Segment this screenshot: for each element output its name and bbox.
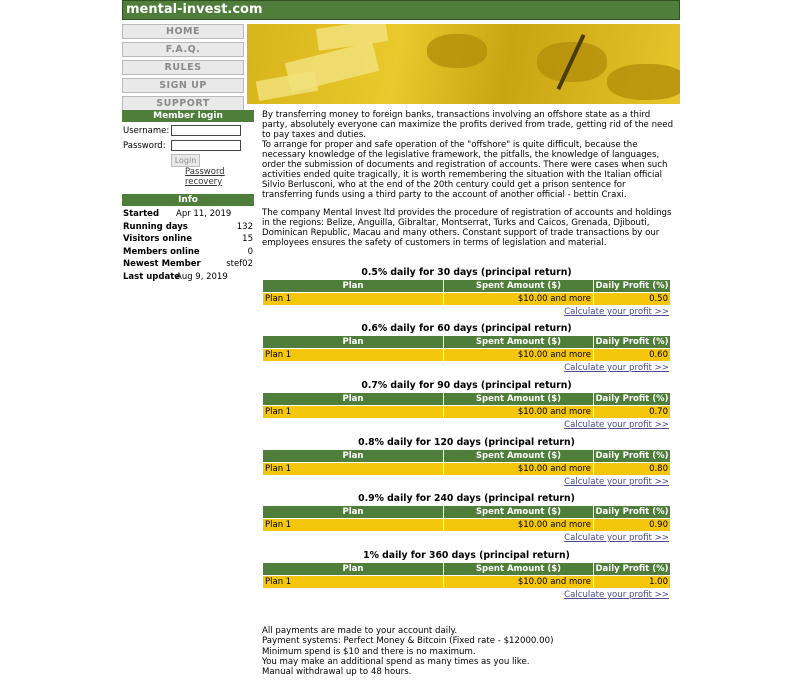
site-logo[interactable]: mental-invest.com bbox=[126, 2, 263, 17]
plan-profit: 0.80 bbox=[594, 463, 671, 476]
username-label: Username: bbox=[123, 126, 170, 136]
table-row bbox=[263, 463, 671, 476]
col-spent: Spent Amount ($) bbox=[444, 393, 594, 406]
plan-table bbox=[262, 449, 671, 476]
plan-profit: 0.60 bbox=[594, 349, 671, 362]
plan-table bbox=[262, 335, 671, 362]
plan-title: 1% daily for 360 days (principal return) bbox=[363, 550, 570, 561]
plan-block bbox=[262, 493, 671, 544]
col-spent: Spent Amount ($) bbox=[444, 336, 594, 349]
plan-title: 0.6% daily for 60 days (principal return) bbox=[361, 323, 572, 334]
member-login-heading: Member login bbox=[122, 110, 254, 122]
intro-paragraph-1: By transferring money to foreign banks, transactions involving an offshore state as a third party, absolutely everyone can maximize the profits derived from trade, getting rid of the need to pay taxes and duties. bbox=[262, 110, 674, 140]
info-key: Newest Member bbox=[123, 259, 201, 269]
plan-title: 0.5% daily for 30 days (principal return) bbox=[361, 267, 572, 278]
login-button[interactable]: Login bbox=[171, 154, 200, 167]
table-row bbox=[263, 576, 671, 589]
plan-amount: $10.00 and more bbox=[444, 406, 594, 419]
intro-text bbox=[262, 110, 678, 248]
payment-info bbox=[262, 626, 662, 677]
col-profit: Daily Profit (%) bbox=[595, 337, 669, 347]
col-plan: Plan bbox=[263, 506, 444, 519]
plan-name: Plan 1 bbox=[263, 293, 444, 306]
info-value: 0 bbox=[247, 246, 253, 257]
plan-block bbox=[262, 380, 671, 431]
col-profit: Daily Profit (%) bbox=[595, 451, 669, 461]
info-key: Members online bbox=[123, 246, 200, 257]
info-value: stef02 bbox=[226, 259, 253, 269]
sidebar bbox=[122, 110, 254, 282]
plan-profit: 0.70 bbox=[594, 406, 671, 419]
intro-paragraph-1b: To arrange for proper and safe operation of the "offshore" is quite difficult, because the necessary knowledge of the legislative framework, the pitfalls, the knowledge of languages, order the submission of documents and registration of accounts. There were cases when such activities ended quite tragically, it is worth remembering the situation with the Italian official Silvio Berlusconi, who at the end of the 20th century could get a prison sentence for transferring funds using a third party to the account of another official - bettin Craxi. bbox=[262, 140, 668, 200]
plan-name: Plan 1 bbox=[263, 406, 444, 419]
plan-title: 0.7% daily for 90 days (principal return) bbox=[361, 380, 572, 391]
info-value: 15 bbox=[242, 234, 253, 244]
plan-table bbox=[262, 562, 671, 589]
col-profit: Daily Profit (%) bbox=[595, 564, 669, 574]
col-profit: Daily Profit (%) bbox=[595, 394, 669, 404]
info-value: Aug 9, 2019 bbox=[176, 271, 228, 282]
password-input[interactable] bbox=[171, 140, 241, 151]
col-profit: Daily Profit (%) bbox=[595, 281, 669, 291]
main-nav bbox=[122, 24, 244, 114]
info-key: Started bbox=[123, 209, 160, 219]
col-plan: Plan bbox=[263, 280, 444, 293]
site-container bbox=[122, 0, 680, 689]
plan-amount: $10.00 and more bbox=[444, 519, 594, 532]
nav-rules[interactable]: RULES bbox=[122, 60, 244, 75]
plan-table bbox=[262, 505, 671, 532]
info-panel bbox=[122, 194, 254, 283]
plan-table bbox=[262, 392, 671, 419]
info-heading: Info bbox=[122, 194, 254, 206]
info-key: Last update bbox=[123, 271, 181, 282]
plan-name: Plan 1 bbox=[263, 576, 444, 589]
password-row bbox=[122, 139, 254, 154]
col-profit: Daily Profit (%) bbox=[595, 507, 669, 517]
info-value: 132 bbox=[236, 221, 253, 232]
header-banner-image bbox=[247, 24, 680, 104]
plan-amount: $10.00 and more bbox=[444, 463, 594, 476]
plan-title: 0.8% daily for 120 days (principal return) bbox=[358, 437, 575, 448]
table-row bbox=[263, 519, 671, 532]
calculate-profit-link[interactable]: Calculate your profit >> bbox=[564, 590, 669, 600]
plan-name: Plan 1 bbox=[263, 519, 444, 532]
col-spent: Spent Amount ($) bbox=[444, 506, 594, 519]
col-plan: Plan bbox=[263, 563, 444, 576]
info-key: Running days bbox=[123, 221, 188, 232]
nav-signup[interactable]: SIGN UP bbox=[122, 78, 244, 93]
intro-paragraph-2: The company Mental Invest ltd provides the procedure of registration of accounts and holdings in the regions: Belize, Anguilla, Gibraltar, Montserrat, Turks and Caicos, Grenada, Djibouti, Dominican Republic, Macau and many others. Constant support of trade transactions by our employees ensures the safety of customers in terms of legislation and material. bbox=[262, 208, 672, 248]
info-value: Apr 11, 2019 bbox=[176, 209, 232, 219]
info-row-last-update bbox=[122, 271, 254, 284]
plan-profit: 0.90 bbox=[594, 519, 671, 532]
info-row-newest-member bbox=[122, 258, 254, 271]
header-bar bbox=[122, 0, 680, 20]
plan-profit: 1.00 bbox=[594, 576, 671, 589]
calculate-profit-link[interactable]: Calculate your profit >> bbox=[564, 420, 669, 430]
plan-profit: 0.50 bbox=[594, 293, 671, 306]
table-row bbox=[263, 293, 671, 306]
calculate-profit-link[interactable]: Calculate your profit >> bbox=[564, 533, 669, 543]
info-row-members-online bbox=[122, 246, 254, 259]
info-row-visitors bbox=[122, 233, 254, 246]
nav-home[interactable]: HOME bbox=[122, 24, 244, 39]
table-row bbox=[263, 349, 671, 362]
plan-block bbox=[262, 550, 671, 601]
col-plan: Plan bbox=[263, 393, 444, 406]
plan-block bbox=[262, 267, 671, 318]
plan-block bbox=[262, 437, 671, 488]
payment-info-line: Payment systems: Perfect Money & Bitcoin (Fixed rate - $12000.00) bbox=[262, 636, 554, 647]
plan-table bbox=[262, 279, 671, 306]
col-spent: Spent Amount ($) bbox=[444, 280, 594, 293]
info-row-running-days bbox=[122, 221, 254, 234]
plan-amount: $10.00 and more bbox=[444, 293, 594, 306]
col-plan: Plan bbox=[263, 450, 444, 463]
info-row-started bbox=[122, 208, 254, 221]
plan-amount: $10.00 and more bbox=[444, 349, 594, 362]
password-recovery-link[interactable]: Password recovery bbox=[185, 167, 225, 187]
plan-block bbox=[262, 323, 671, 374]
plan-name: Plan 1 bbox=[263, 463, 444, 476]
nav-faq[interactable]: F.A.Q. bbox=[122, 42, 244, 57]
nav-support[interactable]: SUPPORT bbox=[122, 96, 244, 111]
plan-amount: $10.00 and more bbox=[444, 576, 594, 589]
payment-info-line: Minimum spend is $10 and there is no maximum. bbox=[262, 646, 476, 657]
password-label: Password: bbox=[123, 141, 166, 151]
info-key: Visitors online bbox=[123, 234, 192, 244]
col-spent: Spent Amount ($) bbox=[444, 450, 594, 463]
col-plan: Plan bbox=[263, 336, 444, 349]
username-input[interactable] bbox=[171, 125, 241, 136]
col-spent: Spent Amount ($) bbox=[444, 563, 594, 576]
plan-title: 0.9% daily for 240 days (principal return) bbox=[358, 493, 575, 504]
table-row bbox=[263, 406, 671, 419]
payment-info-line: You may make an additional spend as many times as you like. bbox=[262, 656, 530, 667]
payment-info-line: All payments are made to your account daily. bbox=[262, 626, 458, 636]
calculate-profit-link[interactable]: Calculate your profit >> bbox=[564, 363, 669, 373]
payment-info-line: Manual withdrawal up to 48 hours. bbox=[262, 667, 412, 678]
calculate-profit-link[interactable]: Calculate your profit >> bbox=[564, 307, 669, 317]
plan-name: Plan 1 bbox=[263, 349, 444, 362]
calculate-profit-link[interactable]: Calculate your profit >> bbox=[564, 477, 669, 487]
username-row bbox=[122, 124, 254, 139]
